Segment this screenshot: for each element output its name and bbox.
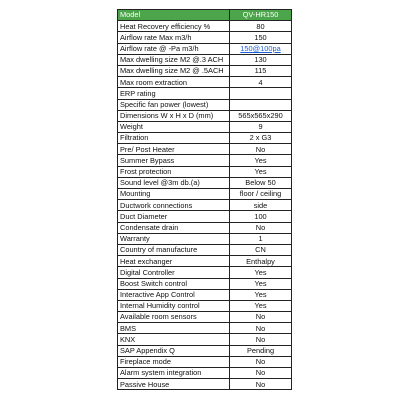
- table-row: [118, 267, 292, 278]
- row-label: Max dwelling size M2 @ .5ACH: [118, 65, 230, 76]
- row-label: Condensate drain: [118, 222, 230, 233]
- table-row: [118, 54, 292, 65]
- row-value: 565x565x290: [230, 110, 292, 121]
- row-value: Below 50: [230, 177, 292, 188]
- row-value: No: [230, 323, 292, 334]
- row-label: Airflow rate @ -Pa m3/h: [118, 43, 230, 54]
- row-label: Max dwelling size M2 @.3 ACH: [118, 54, 230, 65]
- table-row: [118, 200, 292, 211]
- table-row: [118, 368, 292, 379]
- row-value: 9: [230, 121, 292, 132]
- row-value: Yes: [230, 166, 292, 177]
- table-row: [118, 334, 292, 345]
- airflow-pressure-link[interactable]: 150@100pa: [240, 43, 281, 53]
- row-value: 150: [230, 32, 292, 43]
- row-label: Warranty: [118, 233, 230, 244]
- row-label: Pre/ Post Heater: [118, 144, 230, 155]
- row-label: Internal Humidity control: [118, 300, 230, 311]
- table-row: [118, 133, 292, 144]
- table-row: [118, 177, 292, 188]
- row-label: Sound level @3m db.(a): [118, 177, 230, 188]
- row-value: No: [230, 356, 292, 367]
- table-row: [118, 110, 292, 121]
- table-header-row: [118, 10, 292, 21]
- table-row: [118, 21, 292, 32]
- row-value: floor / ceiling: [230, 189, 292, 200]
- row-value: [230, 99, 292, 110]
- row-value: Pending: [230, 345, 292, 356]
- row-value: Yes: [230, 267, 292, 278]
- row-value: No: [230, 222, 292, 233]
- row-value: 130: [230, 54, 292, 65]
- row-value: 100: [230, 211, 292, 222]
- row-label: Duct Diameter: [118, 211, 230, 222]
- table-row: [118, 379, 292, 390]
- row-label: KNX: [118, 334, 230, 345]
- row-label: Digital Controller: [118, 267, 230, 278]
- table-row: [118, 99, 292, 110]
- table-row: [118, 289, 292, 300]
- row-value: 80: [230, 21, 292, 32]
- row-value: 115: [230, 65, 292, 76]
- header-label: Model: [118, 10, 230, 21]
- table-row: [118, 300, 292, 311]
- table-row: [118, 345, 292, 356]
- row-label: Alarm system integration: [118, 368, 230, 379]
- table-row: [118, 211, 292, 222]
- row-value: Yes: [230, 278, 292, 289]
- table-row: [118, 356, 292, 367]
- row-label: Available room sensors: [118, 312, 230, 323]
- row-label: Frost protection: [118, 166, 230, 177]
- row-label: Country of manufacture: [118, 244, 230, 255]
- row-value: Enthalpy: [230, 256, 292, 267]
- row-value: No: [230, 368, 292, 379]
- row-label: Passive House: [118, 379, 230, 390]
- row-label: SAP Appendix Q: [118, 345, 230, 356]
- row-label: BMS: [118, 323, 230, 334]
- row-label: Heat exchanger: [118, 256, 230, 267]
- row-label: Max room extraction: [118, 77, 230, 88]
- row-value: Yes: [230, 289, 292, 300]
- table-row: [118, 77, 292, 88]
- table-row: [118, 323, 292, 334]
- row-label: Weight: [118, 121, 230, 132]
- row-label: Interactive App Control: [118, 289, 230, 300]
- table-row: [118, 43, 292, 54]
- table-row: [118, 166, 292, 177]
- table-row: [118, 312, 292, 323]
- spec-table: [117, 9, 292, 390]
- row-value-cell: [230, 43, 292, 54]
- row-label: Heat Recovery efficiency %: [118, 21, 230, 32]
- table-row: [118, 121, 292, 132]
- row-label: Summer Bypass: [118, 155, 230, 166]
- row-value: 1: [230, 233, 292, 244]
- table-row: [118, 32, 292, 43]
- row-value: No: [230, 334, 292, 345]
- row-label: ERP rating: [118, 88, 230, 99]
- table-row: [118, 155, 292, 166]
- row-label: Dimensions W x H x D (mm): [118, 110, 230, 121]
- row-value: [230, 88, 292, 99]
- row-label: Ductwork connections: [118, 200, 230, 211]
- spec-table-body: [118, 10, 292, 390]
- row-label: Filtration: [118, 133, 230, 144]
- table-row: [118, 144, 292, 155]
- row-value: No: [230, 379, 292, 390]
- row-label: Fireplace mode: [118, 356, 230, 367]
- table-row: [118, 222, 292, 233]
- table-row: [118, 256, 292, 267]
- row-label: Airflow rate Max m3/h: [118, 32, 230, 43]
- row-label: Boost Switch control: [118, 278, 230, 289]
- row-value: 4: [230, 77, 292, 88]
- row-value: CN: [230, 244, 292, 255]
- table-row: [118, 233, 292, 244]
- row-value: Yes: [230, 300, 292, 311]
- row-value: No: [230, 144, 292, 155]
- header-model-value: QV-HR150: [230, 10, 292, 21]
- row-value: 2 x G3: [230, 133, 292, 144]
- table-row: [118, 65, 292, 76]
- table-row: [118, 278, 292, 289]
- table-row: [118, 244, 292, 255]
- table-row: [118, 189, 292, 200]
- row-value: side: [230, 200, 292, 211]
- table-row: [118, 88, 292, 99]
- row-label: Mounting: [118, 189, 230, 200]
- row-value: Yes: [230, 155, 292, 166]
- row-label: Specific fan power (lowest): [118, 99, 230, 110]
- row-value: No: [230, 312, 292, 323]
